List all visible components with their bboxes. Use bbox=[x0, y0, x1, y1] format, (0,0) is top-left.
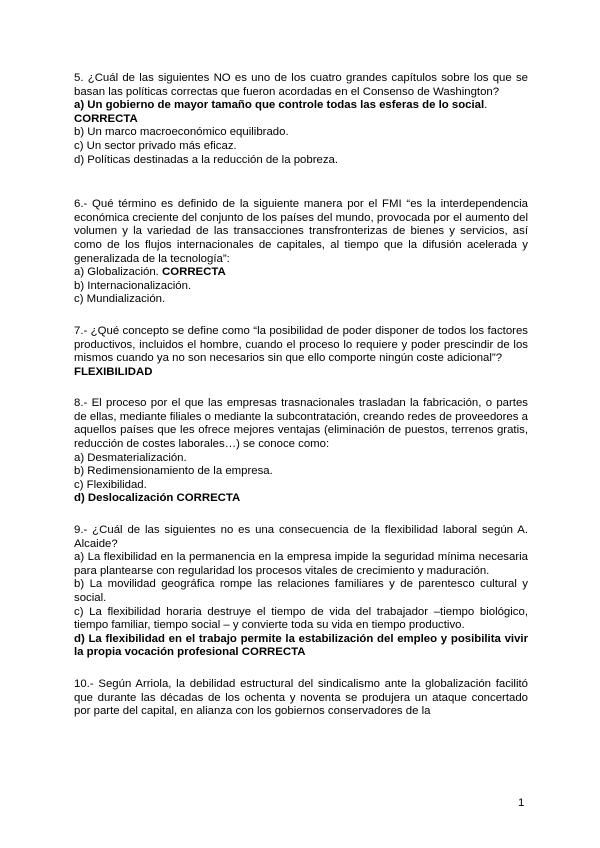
answer-a bbox=[74, 266, 528, 280]
question-7 bbox=[74, 325, 528, 379]
answer-d: d) Políticas destinadas a la reducción de la pobreza. bbox=[74, 153, 339, 166]
correct-mark: CORRECTA bbox=[74, 112, 138, 125]
answer-b: b) Un marco macroeconómico equilibrado. bbox=[74, 126, 289, 139]
page-number: 1 bbox=[518, 797, 525, 809]
question-8 bbox=[74, 397, 528, 506]
answer-a-text: a) Un gobierno de mayor tamaño que controle todas las esferas de lo social bbox=[74, 99, 485, 112]
question-text: 9.- ¿Cuál de las siguientes no es una consecuencia de la flexibilidad laboral según A. Alcaide? bbox=[74, 524, 528, 550]
question-text: 5. ¿Cuál de las siguientes NO es uno de los cuatro grandes capítulos sobre los que se basan las políticas correctas que fueron acordadas en el Consenso de Washington? bbox=[74, 72, 528, 98]
answer-d: d) Deslocalización CORRECTA bbox=[74, 492, 241, 505]
question-5 bbox=[74, 72, 528, 167]
answer-b: b) Redimensionamiento de la empresa. bbox=[74, 465, 273, 478]
question-text: 6.- Qué término es definido de la siguiente manera por el FMI “es la interdependencia económica creciente del conjunto de los países del mundo, provocada por el aumento del volumen y la variedad de las transacciones transfronterizas de bienes y servicios, así como de los flujos internacionales de capitales, al tiempo que la difusión acelerada y generalizada de la tecnología”: bbox=[74, 198, 528, 265]
answer-a bbox=[74, 99, 528, 113]
answer-b: b) La movilidad geográfica rompe las relaciones familiares y de parentesco cultural y social. bbox=[74, 578, 528, 604]
document-page bbox=[74, 72, 528, 719]
answer-b: b) Internacionalización. bbox=[74, 279, 192, 292]
question-text: 10.- Según Arriola, la debilidad estructural del sindicalismo ante la globalización facilitó que durante las décadas de los ochenta y noventa se produjera un ataque concertado por parte del capital, en alianza con los gobiernos conservadores de la bbox=[74, 677, 528, 718]
answer-a: a) Desmaterialización. bbox=[74, 451, 187, 464]
answer-c: c) Flexibilidad. bbox=[74, 478, 147, 491]
question-6 bbox=[74, 198, 528, 307]
answer-c: c) Mundialización. bbox=[74, 293, 166, 306]
answer-d: d) La flexibilidad en el trabajo permite la estabilización del empleo y posibilita vivir la propia vocación profesional CORRECTA bbox=[74, 632, 528, 659]
question-10 bbox=[74, 678, 528, 719]
answer-a-period: . bbox=[484, 99, 488, 112]
answer-a: a) La flexibilidad en la permanencia en la empresa impide la seguridad mínima necesaria para plantearse con regularidad los procesos vitales de crecimiento y maduración. bbox=[74, 551, 528, 577]
question-9 bbox=[74, 524, 528, 660]
question-text: 7.- ¿Qué concepto se define como “la posibilidad de poder disponer de todos los factores productivos, incluidos el hombre, cuando el proceso lo requiere y poder prescindir de los mismos cuando ya no son necesarios sin que ello comporte ningún coste adicional”? bbox=[74, 324, 528, 365]
answer: FLEXIBILIDAD bbox=[74, 365, 153, 378]
answer-c: c) Un sector privado más eficaz. bbox=[74, 139, 237, 152]
answer-c: c) La flexibilidad horaria destruye el tiempo de vida del trabajador –tiempo biológico, tiempo familiar, tiempo social – y convierte toda su vida en tiempo productivo. bbox=[74, 605, 528, 632]
question-text: 8.- El proceso por el que las empresas trasnacionales trasladan la fabricación, o partes de ellas, mediante filiales o mediante la subcontratación, creando redes de proveedores a aquellos países que les ofrece mejores ventajas (eliminación de puestos, terrenos gratis, reducción de costes laborales…) se conoce como: bbox=[74, 397, 528, 451]
correct-mark: CORRECTA bbox=[162, 266, 226, 279]
answer-a-text: a) Globalización. bbox=[74, 266, 159, 279]
